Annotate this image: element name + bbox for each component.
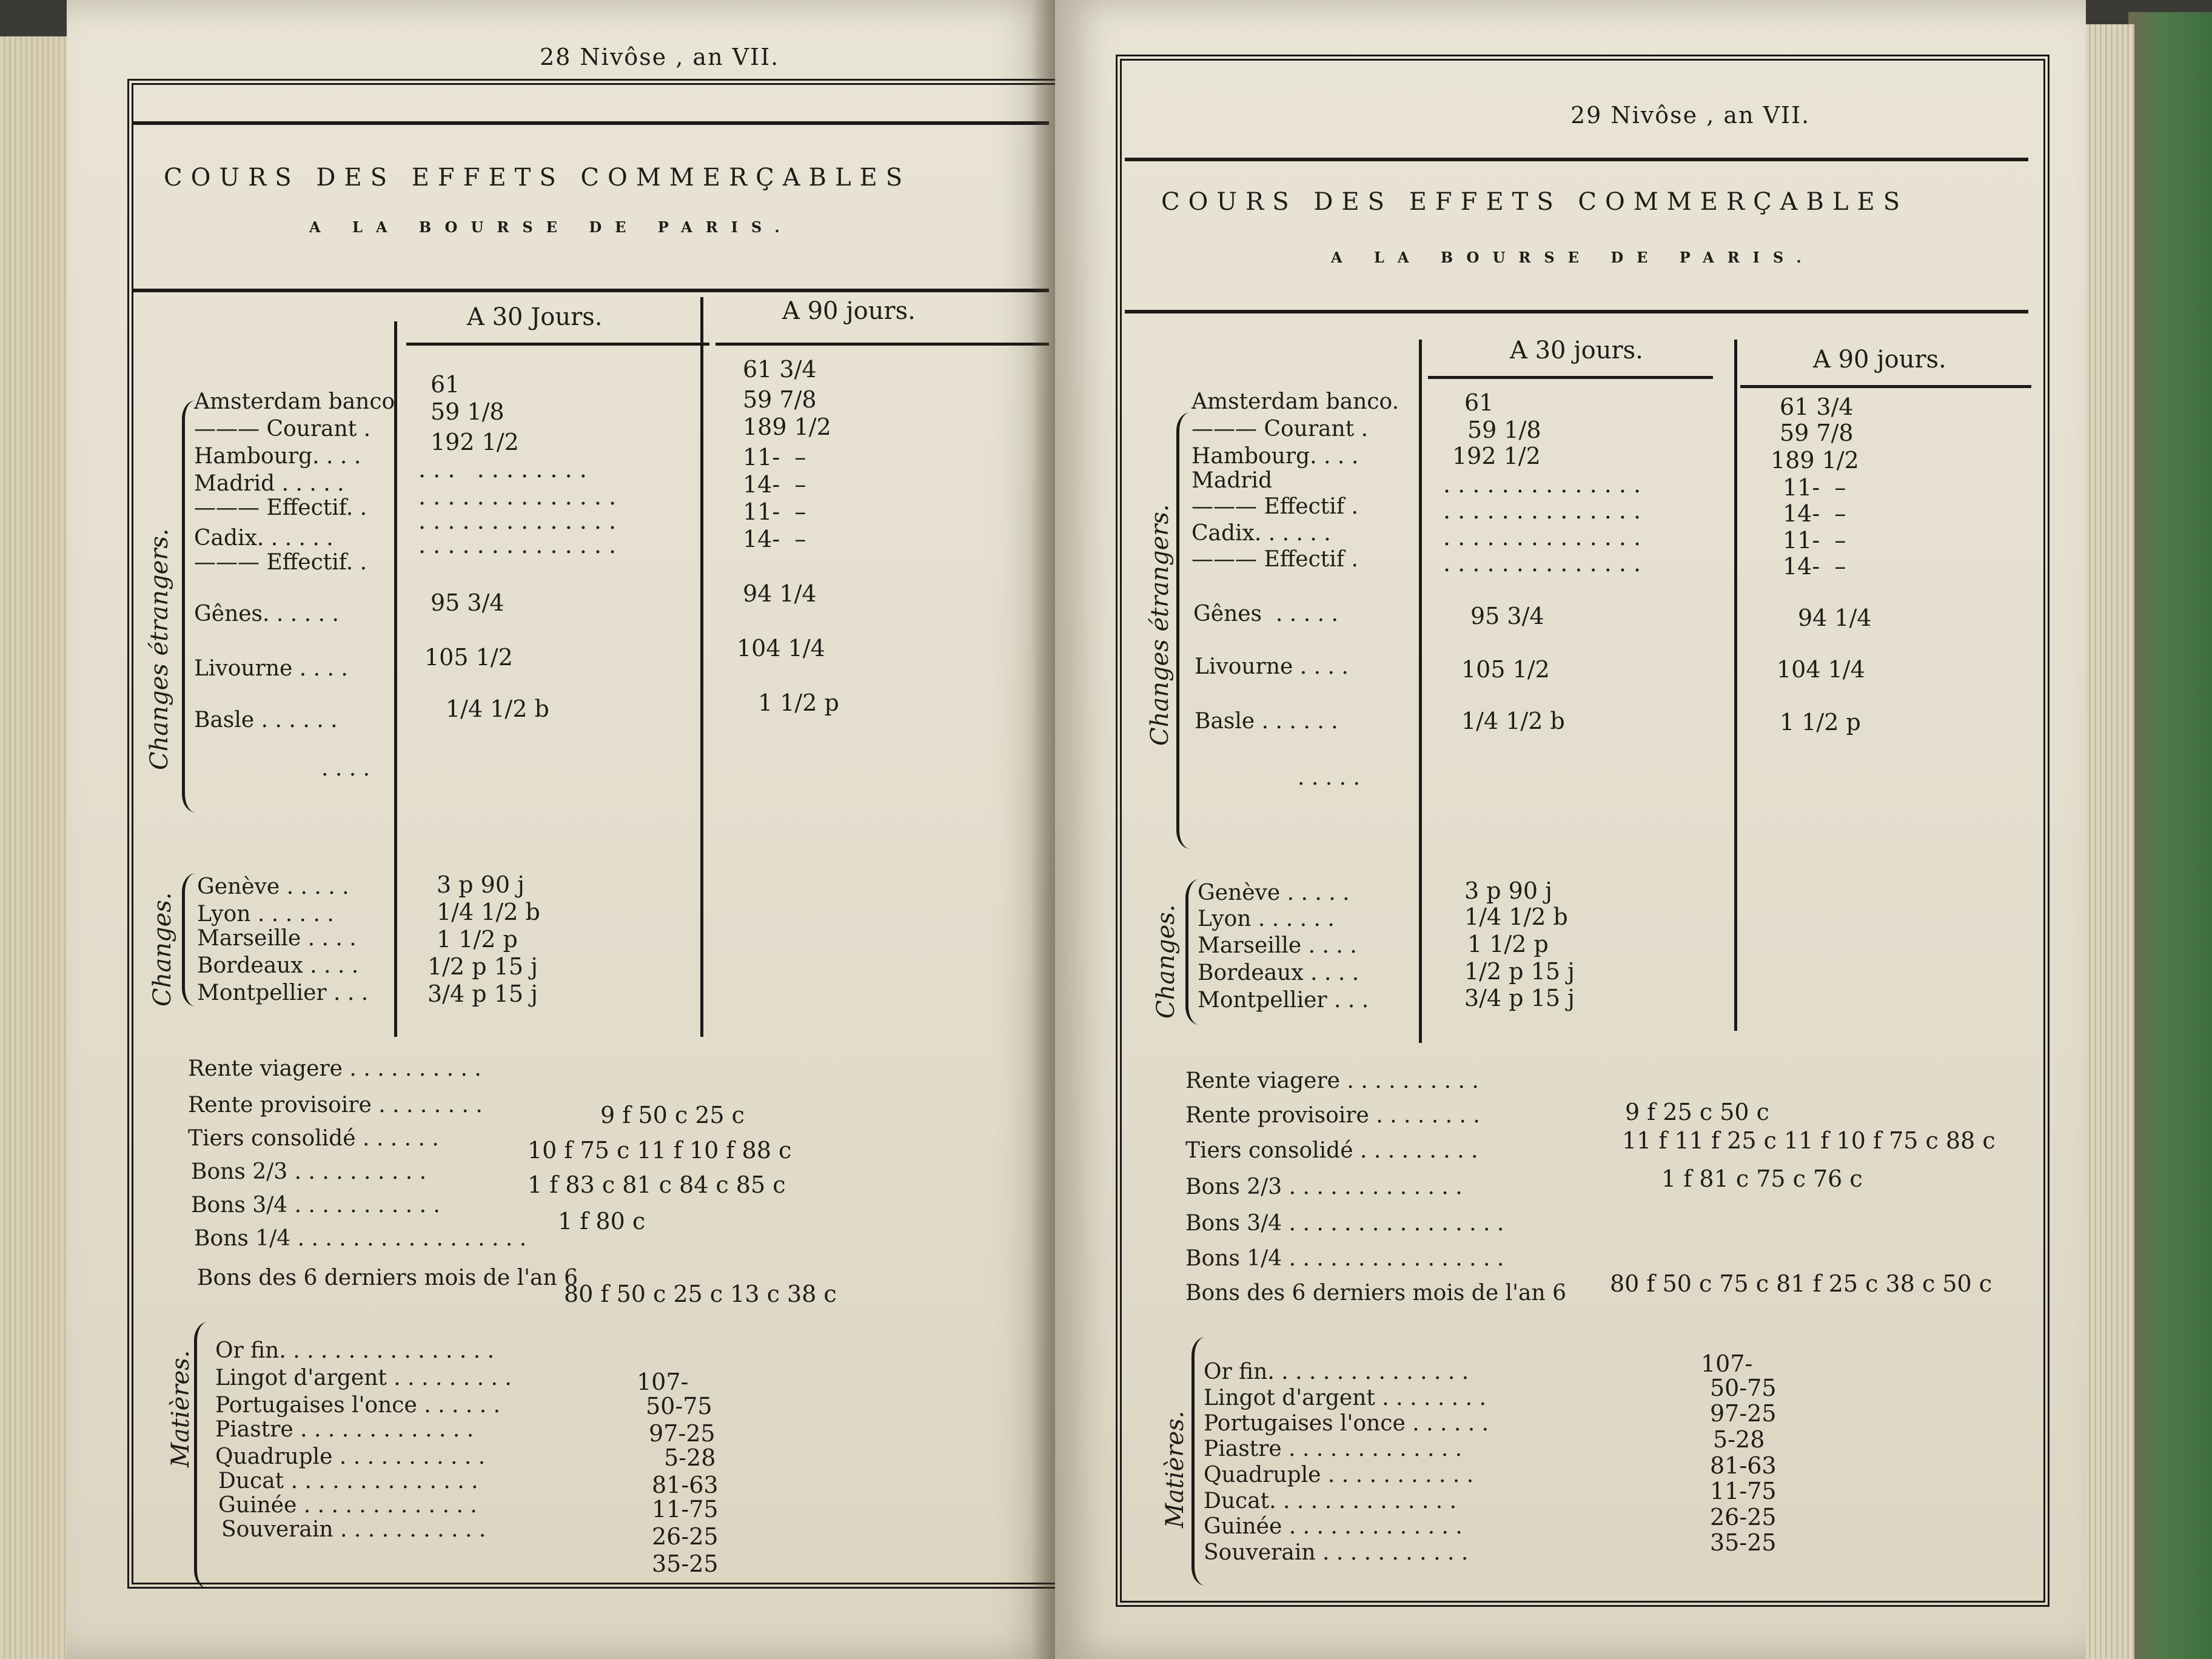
value-90: 14- – [1783,500,1846,527]
row-label: ——— Effectif . [1191,494,1358,519]
row-label: Lyon . . . . . . [1198,907,1335,931]
value: 107- [1701,1350,1753,1377]
row-label: Bordeaux . . . . [197,953,359,978]
value: 3/4 p 15 j [427,980,538,1007]
value-30: . . . . . . . . . . . . . . [1443,550,1641,577]
row-label: Or fin. . . . . . . . . . . . . . . [1204,1359,1469,1384]
row-label: Bons 1/4 . . . . . . . . . . . . . . . . . [194,1226,527,1251]
col-header-30-days: A 30 Jours. [467,303,603,331]
column-rule [700,297,703,1037]
row-label: Bons 3/4 . . . . . . . . . . . . . . . . [1185,1211,1504,1236]
title-band [1125,158,2028,313]
row-label: Livourne . . . . [1195,654,1349,679]
value-90: 14- – [743,526,806,552]
value: 35-25 [652,1550,719,1577]
value: 1 1/2 p [437,926,518,953]
row-label: . . . . [321,756,370,781]
section-label-etrangers: Changes étrangers. [1146,504,1174,746]
value-30: 105 1/2 [1461,656,1550,683]
row-label: ——— Effectif . [1191,547,1358,572]
row-label: ——— Courant . [194,417,371,441]
page-heading: 29 Nivôse , an VII. [1570,102,1811,129]
value: 50-75 [646,1393,712,1419]
value-90: 59 7/8 [743,386,817,413]
column-rule [1734,340,1737,1031]
value: 1/2 p 15 j [427,953,538,980]
row-label: Guinée . . . . . . . . . . . . . [1204,1514,1463,1539]
col-underline [1428,376,1713,379]
row-label: Bons des 6 derniers mois de l'an 6 [197,1265,578,1290]
row-label: Amsterdam banco. [1191,389,1399,414]
value: 35-25 [1710,1529,1777,1556]
value-90: 94 1/4 [743,580,817,607]
value-90: 104 1/4 [1777,656,1865,683]
value: 11-75 [1710,1478,1777,1504]
value-90: 61 3/4 [1780,394,1854,420]
value-90: 59 7/8 [1780,420,1854,446]
row-label: Souverain . . . . . . . . . . . [1204,1540,1469,1565]
row-label: Lingot d'argent . . . . . . . . . [215,1366,512,1390]
value: 1 1/2 p [1467,931,1549,957]
row-label: Bons 2/3 . . . . . . . . . . . . . [1185,1175,1463,1199]
value-90: 11- – [1783,474,1846,501]
value-90: 1 1/2 p [1780,709,1861,736]
row-label: Guinée . . . . . . . . . . . . . [218,1493,477,1518]
value: 3 p 90 j [1464,877,1552,904]
value-90: 189 1/2 [743,414,831,440]
row-label: Bons 3/4 . . . . . . . . . . . [191,1193,440,1218]
value-90: 11- – [743,498,806,525]
section-label-changes: Changes. [1152,904,1180,1019]
value-90: 11- – [743,444,806,471]
row-label: Marseille . . . . [1198,933,1357,958]
row-label: Hambourg. . . . [194,444,361,469]
row-label: Genève . . . . . [197,874,349,899]
value: 9 f 50 c 25 c [600,1102,745,1128]
row-label: Madrid . . . . . [194,471,344,496]
left-page [67,0,1055,1659]
row-label: Rente provisoire . . . . . . . . [188,1093,483,1118]
row-label: Basle . . . . . . [194,708,338,732]
value-30: 1/4 1/2 b [446,695,549,722]
row-label: Quadruple . . . . . . . . . . . [215,1444,486,1469]
col-header-90-days: A 90 jours. [1813,346,1946,374]
value: 1/2 p 15 j [1464,958,1575,985]
value: 5-28 [1713,1426,1765,1453]
value: 50-75 [1710,1375,1777,1401]
value: 9 f 25 c 50 c [1625,1099,1769,1125]
row-label: Rente viagere . . . . . . . . . . [1185,1068,1479,1093]
value-30: . . . . . . . . . . . . . . [418,532,617,558]
row-label: Marseille . . . . [197,926,357,951]
row-label: Montpellier . . . [1198,988,1369,1013]
row-label: ——— Effectif. . [194,550,367,575]
row-label: Souverain . . . . . . . . . . . [221,1517,486,1542]
section-label-matieres: Matières. [167,1350,195,1467]
row-label: Hambourg. . . . [1191,444,1359,469]
column-rule [394,321,397,1037]
row-label: Piastre . . . . . . . . . . . . . [215,1417,474,1442]
value-90: 1 1/2 p [758,689,839,716]
value: 1 f 81 c 75 c 76 c [1661,1165,1863,1192]
row-label: Ducat. . . . . . . . . . . . . . [1204,1489,1457,1513]
value-30: . . . . . . . . . . . . . . [418,483,617,510]
col-header-90-days: A 90 jours. [782,297,916,325]
row-label: Genève . . . . . [1198,880,1350,905]
row-label: ——— Effectif. . [194,495,367,520]
title-main: COURS DES EFFETS COMMERÇABLES [1161,188,1909,216]
value: 10 f 75 c 11 f 10 f 88 c [528,1137,792,1164]
value: 3 p 90 j [437,871,525,898]
page-heading: 28 Nivôse , an VII. [540,44,780,70]
value: 3/4 p 15 j [1464,985,1575,1011]
row-label: Gênes . . . . . [1193,602,1338,626]
book-page-edges-left [0,36,67,1659]
col-underline [716,343,1049,346]
value-30: 192 1/2 [431,429,519,455]
value: 80 f 50 c 75 c 81 f 25 c 38 c 50 c [1610,1270,1992,1297]
value: 1/4 1/2 b [437,899,540,925]
row-label: Portugaises l'once . . . . . . [215,1393,501,1418]
value-90: 11- – [1783,527,1846,554]
value: 1 f 80 c [558,1208,646,1235]
value: 1 f 83 c 81 c 84 c 85 c [528,1171,786,1198]
row-label: Lingot d'argent . . . . . . . . [1204,1386,1486,1410]
col-underline [1740,385,2031,388]
value-90: 104 1/4 [737,635,825,662]
value: 81-63 [1710,1452,1777,1479]
value-30: 95 3/4 [431,589,504,616]
row-label: Amsterdam banco [194,389,395,414]
title-band [133,121,1049,292]
value-90: 14- – [1783,553,1846,580]
row-label: Ducat . . . . . . . . . . . . . . [218,1469,478,1493]
value-30: 59 1/8 [1467,417,1541,443]
title-sub: A LA BOURSE DE PARIS. [309,218,793,236]
brace-changes [182,873,196,1007]
value-90: 14- – [743,471,806,498]
value-30: . . . . . . . . . . . . . . [1443,497,1641,524]
value-30: . . . . . . . . . . . . . . [1443,471,1641,498]
value-30: 95 3/4 [1470,603,1544,629]
row-label: Montpellier . . . [197,980,369,1005]
value: 81-63 [652,1472,719,1498]
row-label: Bons 1/4 . . . . . . . . . . . . . . . . [1185,1246,1504,1271]
right-page [1055,0,2086,1659]
section-label-etrangers: Changes étrangers. [146,528,173,770]
row-label: Piastre . . . . . . . . . . . . . [1204,1436,1463,1461]
row-label: Lyon . . . . . . [197,902,334,927]
row-label: Cadix. . . . . . [1191,521,1331,546]
row-label: Bordeaux . . . . [1198,960,1359,985]
row-label: ——— Courant . [1191,417,1369,441]
row-label: Quadruple . . . . . . . . . . . [1204,1463,1474,1487]
row-label: Bons 2/3 . . . . . . . . . . [191,1159,427,1184]
row-label: Basle . . . . . . [1195,709,1338,734]
section-label-matieres: Matières. [1161,1410,1189,1528]
value-30: . . . . . . . . . . . . . . [1443,524,1641,551]
value-30: 105 1/2 [424,644,513,671]
value: 80 f 50 c 25 c 13 c 38 c [564,1281,837,1307]
row-label: Tiers consolidé . . . . . . . . . [1185,1138,1478,1163]
value: 97-25 [1710,1400,1777,1427]
column-rule [1419,340,1422,1043]
section-label-changes: Changes. [149,892,176,1007]
brace-etrangers [1176,412,1190,849]
title-sub: A LA BOURSE DE PARIS. [1331,249,1815,266]
value-90: 61 3/4 [743,356,817,383]
book-cover-edge [2128,12,2212,1659]
row-label: Madrid [1191,468,1273,493]
value-30: 59 1/8 [431,398,504,425]
value-90: 94 1/4 [1798,605,1872,631]
row-label: Cadix. . . . . . [194,526,333,551]
book-page-edges-right [2080,24,2134,1659]
row-label: Bons des 6 derniers mois de l'an 6 [1185,1281,1566,1305]
brace-matieres [194,1322,208,1589]
value-30: . . . . . . . . . . . . . . [418,508,617,534]
row-label: Rente provisoire . . . . . . . . [1185,1103,1480,1128]
row-label: Rente viagere . . . . . . . . . . [188,1056,481,1081]
value: 97-25 [649,1420,716,1447]
value-30: 61 [431,371,460,398]
value-30: 192 1/2 [1452,443,1541,469]
title-main: COURS DES EFFETS COMMERÇABLES [164,164,911,192]
value: 107- [637,1369,689,1395]
row-label: Portugaises l'once . . . . . . [1204,1411,1489,1436]
col-underline [406,343,709,346]
value-90: 189 1/2 [1771,447,1859,474]
row-label: Tiers consolidé . . . . . . [188,1126,439,1151]
value-30: 1/4 1/2 b [1461,708,1565,734]
value: 26-25 [652,1523,719,1550]
value-30: 61 [1464,389,1494,416]
col-header-30-days: A 30 jours. [1510,337,1643,364]
row-label: Or fin. . . . . . . . . . . . . . . . [215,1338,495,1363]
value-30: . . . . . . . . . . . [418,456,587,483]
value: 11-75 [652,1496,719,1523]
value: 11 f 11 f 25 c 11 f 10 f 75 c 88 c [1622,1127,1996,1154]
value: 5-28 [664,1444,716,1471]
value: 1/4 1/2 b [1464,903,1568,930]
row-label: Livourne . . . . [194,656,348,681]
row-label: . . . . . [1298,765,1360,790]
value: 26-25 [1710,1504,1777,1530]
row-label: Gênes. . . . . . [194,602,339,626]
